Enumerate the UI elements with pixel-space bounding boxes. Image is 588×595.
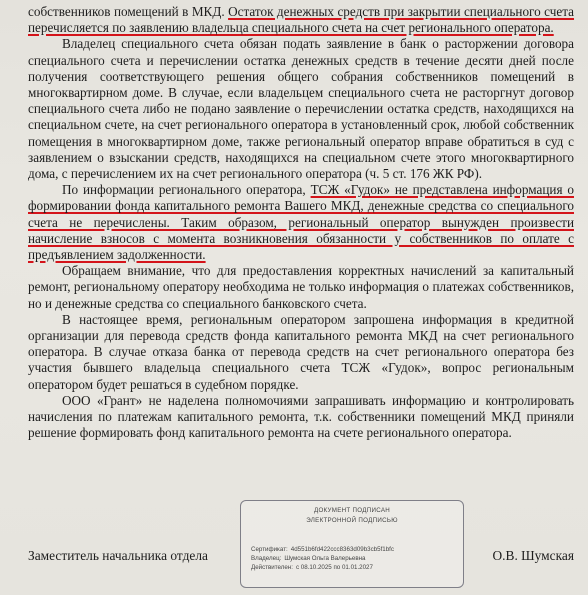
- stamp-title: ДОКУМЕНТ ПОДПИСАН: [313, 507, 391, 514]
- paragraph-3-underlined: ТСЖ «Гудок» не представлена информация о формировании фонда капитального ремонта Вашего МКД, денежные средства со специального счета не перечислены. Таким образом, региональный оператор вынужден произвести начисление взносов с момента возникновения обязанности у собственников по оплате с предъявлением задолженности.: [28, 182, 574, 263]
- paragraph-2: Владелец специального счета обязан подать заявление в банк о расторжении договора специального счета и перечислении остатка денежных средств в течение десяти дней после получения соответствующего решения общего собрания собственников помещений в многоквартирном доме. В случае, если владельцем специального счета не расторгнут договор специального счета либо не подано заявление о перечислении остатка средств, находящихся на специальном счете, на счет регионального оператора в установленный срок, любой собственник помещения в многоквартирном доме, также региональный оператор вправе обратиться в суд с заявлением о взыскании средств, находящихся на специальном счете этого многоквартирного дома, с перечислением их на счет регионального оператора (ч. 5 ст. 176 ЖК РФ).: [28, 36, 574, 182]
- stamp-valid-label: Действителен:: [251, 564, 293, 571]
- stamp-details: [251, 545, 394, 572]
- stamp-owner: [251, 554, 394, 563]
- paragraph-1-lead: собственников помещений в МКД.: [28, 4, 229, 19]
- paragraph-5: В настоящее время, региональным оператором запрошена информация в кредитной организации для перевода средств фонда капитального ремонта МКД на счет регионального оператора. В случае отказа банка от перевода средств на счет регионального оператора без участия бывшего владельца специального счета ТСЖ «Гудок», вопрос региональным оператором будет решаться в судебном порядке.: [28, 311, 574, 392]
- stamp-validity: [251, 563, 394, 572]
- electronic-signature-stamp: [240, 500, 464, 588]
- signer-position: Заместитель начальника отдела: [28, 548, 208, 563]
- stamp-cert-value: 4d551b6fd422ccc8363d09b3cb5f1bfc: [290, 546, 394, 553]
- stamp-subtitle: ЭЛЕКТРОННОЙ ПОДПИСЬЮ: [306, 517, 398, 524]
- stamp-owner-value: Шумская Ольга Валерьевна: [284, 555, 366, 562]
- paragraph-3: [28, 182, 574, 263]
- stamp-owner-label: Владелец:: [251, 555, 282, 562]
- stamp-certificate: [251, 545, 394, 554]
- signer-name: О.В. Шумская: [492, 548, 574, 563]
- stamp-cert-label: Сертификат:: [251, 546, 288, 553]
- letter-body: [28, 4, 574, 441]
- paragraph-1: [28, 4, 574, 36]
- paragraph-4: Обращаем внимание, что для предоставления корректных начислений за капитальный ремонт, региональному оператору необходима не только информация о платежах собственников, но и денежные средства со специального банковского счета.: [28, 263, 574, 311]
- paragraph-6: ООО «Грант» не наделена полномочиями запрашивать информацию и контролировать начисления по платежам капитального ремонта, т.к. собственники помещений МКД приняли решение формировать фонд капитального ремонта на счете регионального оператора.: [28, 392, 574, 441]
- paragraph-1-underlined: Остаток денежных средств при закрытии специального счета перечисляется по заявлению владельца специального счета на счет регионального оператора.: [28, 4, 575, 36]
- stamp-valid-value: с 08.10.2025 по 01.01.2027: [295, 564, 373, 571]
- paragraph-3-lead: По информации регионального оператора,: [62, 182, 311, 198]
